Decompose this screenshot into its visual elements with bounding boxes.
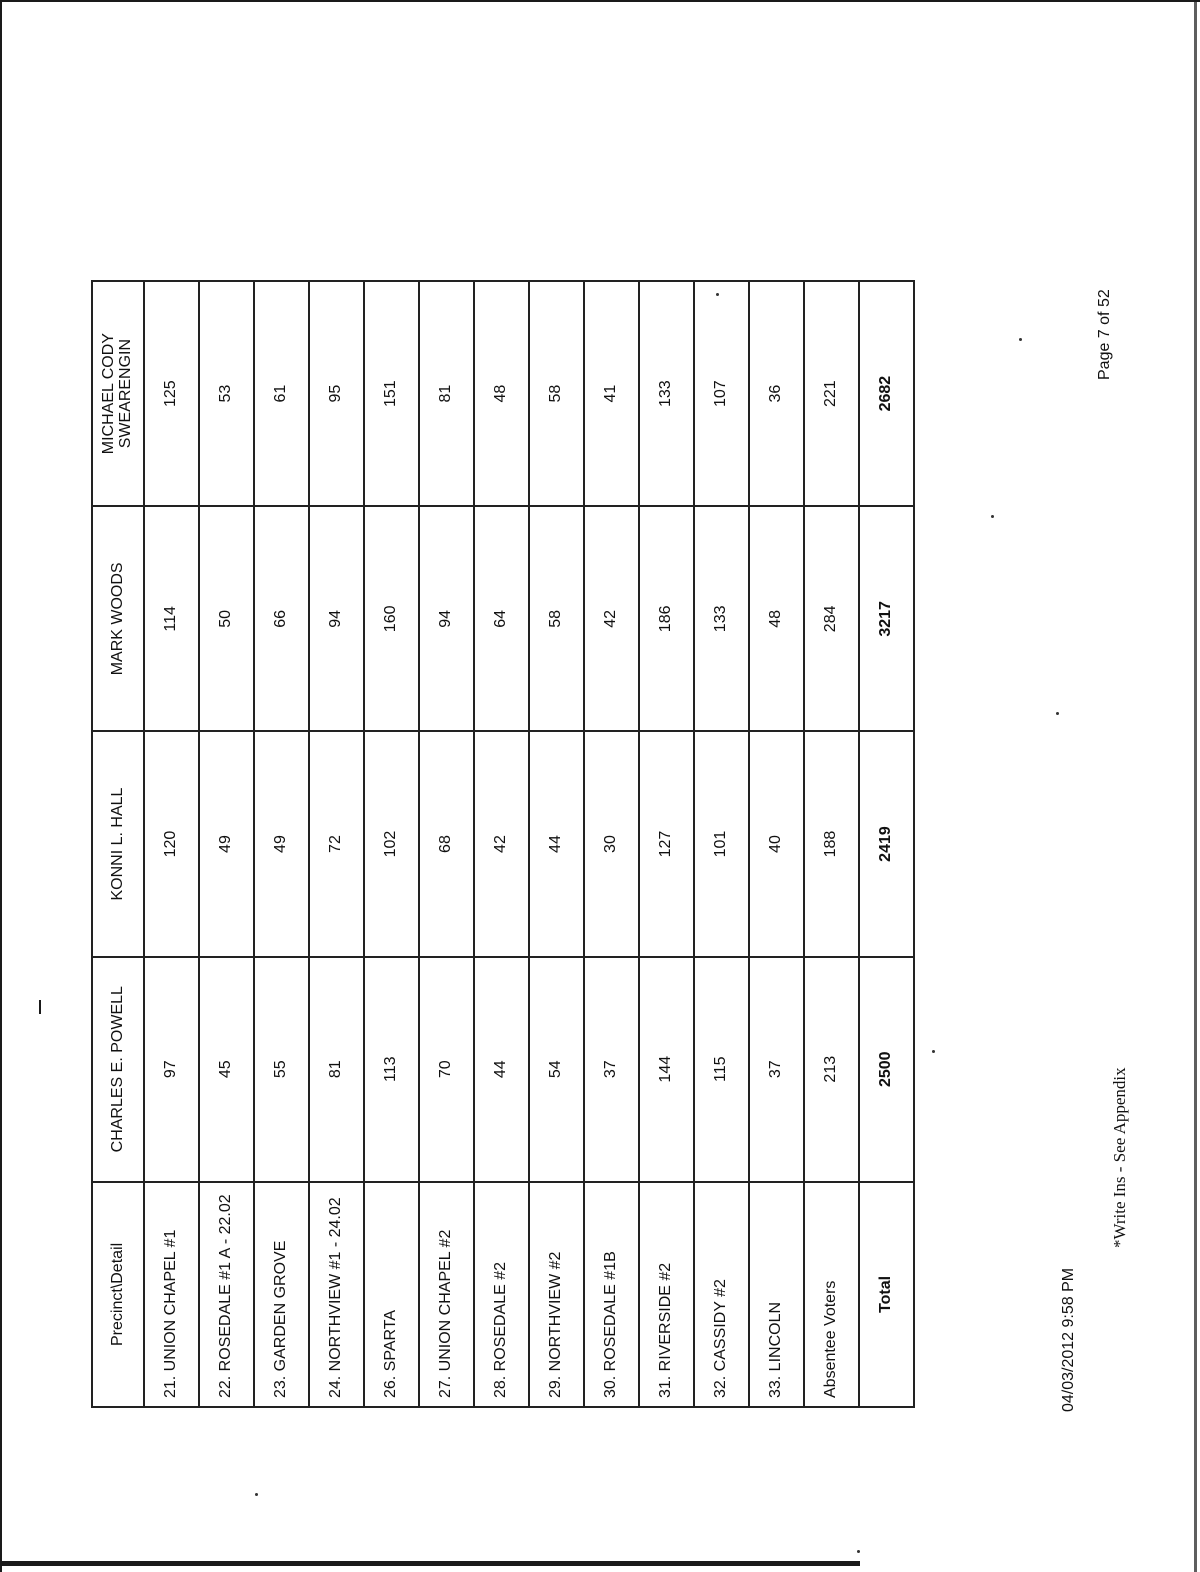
- column-header-candidate: CHARLES E. POWELL: [92, 957, 144, 1182]
- precinct-name: 29. NORTHVIEW #2: [529, 1182, 584, 1407]
- vote-count: 48: [474, 281, 529, 506]
- vote-count: 107: [694, 281, 749, 506]
- scan-speck: [1056, 712, 1059, 715]
- vote-count: 53: [199, 281, 254, 506]
- precinct-name: 33. LINCOLN: [749, 1182, 804, 1407]
- vote-count: 58: [529, 281, 584, 506]
- vote-count: 133: [694, 506, 749, 731]
- total-count: 2419: [859, 731, 914, 956]
- precinct-name: 30. ROSEDALE #1B: [584, 1182, 639, 1407]
- vote-count: 97: [144, 957, 199, 1182]
- table-row: [144, 281, 199, 1407]
- vote-count: 81: [419, 281, 474, 506]
- vote-count: 54: [529, 957, 584, 1182]
- vote-count: 70: [419, 957, 474, 1182]
- table-row: [804, 281, 859, 1407]
- vote-count: 213: [804, 957, 859, 1182]
- vote-count: 94: [419, 506, 474, 731]
- header-row: [92, 281, 144, 1407]
- table-row: [309, 281, 364, 1407]
- table-row: [749, 281, 804, 1407]
- table-row: [529, 281, 584, 1407]
- scan-speck: [255, 1493, 258, 1496]
- scan-border-left: [0, 0, 2, 1572]
- vote-count: 41: [584, 281, 639, 506]
- vote-count: 151: [364, 281, 419, 506]
- scan-border-right: [1194, 0, 1197, 1572]
- precinct-name: 26. SPARTA: [364, 1182, 419, 1407]
- scan-speck: [991, 515, 994, 518]
- table-row: [419, 281, 474, 1407]
- vote-count: 44: [474, 957, 529, 1182]
- table-row: [254, 281, 309, 1407]
- vote-count: 188: [804, 731, 859, 956]
- column-header-candidate: MARK WOODS: [92, 506, 144, 731]
- table-row: [474, 281, 529, 1407]
- column-header-candidate: KONNI L. HALL: [92, 731, 144, 956]
- vote-count: 144: [639, 957, 694, 1182]
- precinct-name: 24. NORTHVIEW #1 - 24.02: [309, 1182, 364, 1407]
- vote-count: 94: [309, 506, 364, 731]
- vote-count: 160: [364, 506, 419, 731]
- vote-count: 221: [804, 281, 859, 506]
- vote-count: 120: [144, 731, 199, 956]
- vote-count: 37: [749, 957, 804, 1182]
- precinct-name: 21. UNION CHAPEL #1: [144, 1182, 199, 1407]
- vote-count: 133: [639, 281, 694, 506]
- total-count: 2500: [859, 957, 914, 1182]
- vote-count: 40: [749, 731, 804, 956]
- vote-count: 186: [639, 506, 694, 731]
- table-row: [364, 281, 419, 1407]
- scan-border-bottom: [0, 1561, 860, 1566]
- vote-count: 30: [584, 731, 639, 956]
- precinct-name: 22. ROSEDALE #1 A - 22.02: [199, 1182, 254, 1407]
- vote-count: 42: [584, 506, 639, 731]
- scan-speck: [1019, 338, 1022, 341]
- table-row: [639, 281, 694, 1407]
- vote-count: 81: [309, 957, 364, 1182]
- vote-count: 37: [584, 957, 639, 1182]
- table-row: [584, 281, 639, 1407]
- vote-count: 114: [144, 506, 199, 731]
- column-header-precinct: Precinct\Detail: [92, 1182, 144, 1407]
- vote-count: 50: [199, 506, 254, 731]
- vote-count: 127: [639, 731, 694, 956]
- vote-count: 49: [199, 731, 254, 956]
- vote-count: 55: [254, 957, 309, 1182]
- table-row: [199, 281, 254, 1407]
- vote-count: 95: [309, 281, 364, 506]
- total-count: 3217: [859, 506, 914, 731]
- total-count: 2682: [859, 281, 914, 506]
- vote-count: 36: [749, 281, 804, 506]
- vote-count: 125: [144, 281, 199, 506]
- vote-count: 101: [694, 731, 749, 956]
- report-timestamp: 04/03/2012 9:58 PM: [1060, 1267, 1077, 1412]
- vote-count: 42: [474, 731, 529, 956]
- vote-count: 58: [529, 506, 584, 731]
- scan-speck: [932, 1050, 935, 1053]
- results-table: [91, 280, 915, 1408]
- scan-mark: [39, 1000, 41, 1014]
- vote-count: 64: [474, 506, 529, 731]
- vote-count: 44: [529, 731, 584, 956]
- precinct-name: 32. CASSIDY #2: [694, 1182, 749, 1407]
- vote-count: 115: [694, 957, 749, 1182]
- precinct-name: 23. GARDEN GROVE: [254, 1182, 309, 1407]
- vote-count: 48: [749, 506, 804, 731]
- vote-count: 72: [309, 731, 364, 956]
- scan-border-top: [0, 0, 1200, 2]
- precinct-name: 27. UNION CHAPEL #2: [419, 1182, 474, 1407]
- vote-count: 113: [364, 957, 419, 1182]
- column-header-candidate: MICHAEL CODY SWEARENGIN: [92, 281, 144, 506]
- total-row: [859, 281, 914, 1407]
- total-label: Total: [859, 1182, 914, 1407]
- precinct-name: 31. RIVERSIDE #2: [639, 1182, 694, 1407]
- vote-count: 66: [254, 506, 309, 731]
- vote-count: 68: [419, 731, 474, 956]
- precinct-name: 28. ROSEDALE #2: [474, 1182, 529, 1407]
- write-ins-note: *Write Ins - See Appendix: [1110, 1067, 1129, 1248]
- vote-count: 102: [364, 731, 419, 956]
- page-number: Page 7 of 52: [1096, 289, 1113, 380]
- scan-speck: [857, 1550, 860, 1553]
- table-row: [694, 281, 749, 1407]
- vote-count: 61: [254, 281, 309, 506]
- vote-count: 45: [199, 957, 254, 1182]
- vote-count: 284: [804, 506, 859, 731]
- vote-count: 49: [254, 731, 309, 956]
- precinct-name: Absentee Voters: [804, 1182, 859, 1407]
